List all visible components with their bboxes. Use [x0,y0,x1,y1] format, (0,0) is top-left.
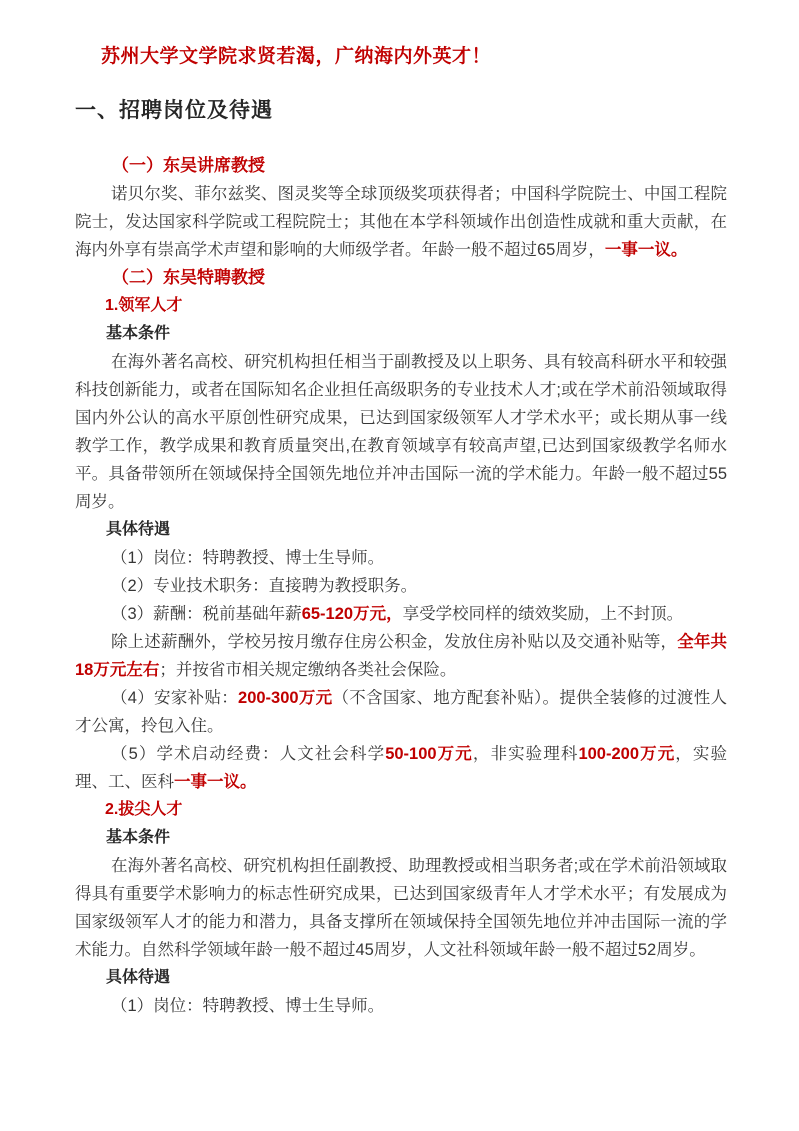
text-run: 在海外著名高校、研究机构担任副教授、助理教授或相当职务者;或在学术前沿领域取得具有重要学术影响力的标志性研究成果，已达到国家级青年人才学术水平；有发展成为国家级领军人才的能力和潜力，具备支撑所在领域保持全国领先地位并冲击国际一流的学术能力。自然科学领域年龄一般不超过45周岁，人文社科领域年龄一般不超过52周岁。 [75,857,727,959]
text-run: （2）专业技术职务：直接聘为教授职务。 [111,577,418,595]
section-heading-recruitment-positions [75,98,727,124]
item-position-leading [75,544,727,572]
text-run: 具体待遇 [106,969,171,986]
heading-top-talent [75,796,727,824]
text-run: ，实验理、工、医科 [75,745,727,791]
text-run: 50-100万元 [385,745,473,763]
para-additional-benefits [75,628,727,684]
text-run: 全年共18万元左右 [75,633,728,679]
label-benefits-leading [75,516,727,544]
text-run: 基本条件 [106,325,171,342]
text-run: （1）岗位：特聘教授、博士生导师。 [111,549,385,567]
heading-dongwu-distinguished-professor [75,264,727,292]
document-content [75,45,727,1020]
item-startup-funding [75,740,727,796]
text-run: ，非实验理科 [472,745,579,763]
text-run: 一事一议。 [174,773,257,791]
document-title [75,45,727,68]
label-basic-conditions-top [75,824,727,852]
heading-dongwu-chair-professor [75,152,727,180]
label-benefits-top [75,964,727,992]
text-run: 一事一议。 [604,241,688,259]
text-run: 100-200万元 [578,745,676,763]
text-run: （4）安家补贴： [111,689,239,707]
text-run: ；并按省市相关规定缴纳各类社会保险。 [159,661,457,679]
text-run: （1）岗位：特聘教授、博士生导师。 [111,997,385,1015]
text-run: （一）东吴讲席教授 [112,156,265,175]
text-run: （二）东吴特聘教授 [112,268,265,287]
text-run: 一、招聘岗位及待遇 [75,99,273,122]
item-professional-title [75,572,727,600]
text-run: 在海外著名高校、研究机构担任相当于副教授及以上职务、具有较高科研水平和较强科技创新能力，或者在国际知名企业担任高级职务的专业技术人才;或在学术前沿领域取得国内外公认的高水平原创性研究成果，已达到国家级领军人才学术水平；或长期从事一线教学工作，教学成果和教育质量突出,在教育领域享有较高声望,已达到国家级教学名师水平。具备带领所在领域保持全国领先地位并冲击国际一流的学术能力。年龄一般不超过55周岁。 [75,353,727,511]
text-run: （5）学术启动经费：人文社会科学 [111,745,386,763]
text-run: 诺贝尔奖、菲尔兹奖、图灵奖等全球顶级奖项获得者；中国科学院院士、中国工程院院士，发达国家科学院或工程院院士；其他在本学科领域作出创造性成就和重大贡献，在海内外享有崇高学术声望和影响的大师级学者。年龄一般不超过65周岁， [75,185,727,259]
text-run: 1.领军人才 [105,297,183,314]
item-settling-allowance [75,684,727,740]
para-chair-professor-criteria [75,180,727,264]
text-run: 具体待遇 [106,521,171,538]
heading-leading-talent [75,292,727,320]
item-salary [75,600,727,628]
para-leading-talent-conditions [75,348,727,516]
item-position-top [75,992,727,1020]
text-run: 200-300万元 [238,689,333,707]
para-top-talent-conditions [75,852,727,964]
text-run: 除上述薪酬外，学校另按月缴存住房公积金，发放住房补贴以及交通补贴等， [111,633,678,651]
text-run: 享受学校同样的绩效奖励，上不封顶。 [402,605,684,623]
text-run: 65-120万元， [301,605,403,623]
text-run: 基本条件 [106,829,171,846]
text-run: （不含国家、地方配套补贴）。提供全装修的过渡性人才公寓，拎包入住。 [75,689,727,735]
text-run: （3）薪酬：税前基础年薪 [111,605,302,623]
text-run: 2.拔尖人才 [105,801,183,818]
text-run: 苏州大学文学院求贤若渴，广纳海内外英才！ [101,46,492,67]
label-basic-conditions-leading [75,320,727,348]
